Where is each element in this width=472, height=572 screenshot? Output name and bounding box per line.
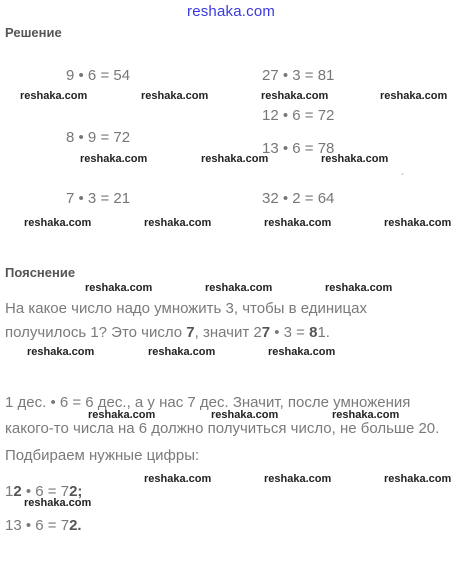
watermark: reshaka.com xyxy=(148,346,216,358)
stray-mark: · xyxy=(400,165,405,182)
watermark: reshaka.com xyxy=(264,473,332,485)
site-logo[interactable]: reshaka.com xyxy=(187,3,276,20)
watermark: reshaka.com xyxy=(321,153,389,165)
watermark: reshaka.com xyxy=(201,153,269,165)
watermark: reshaka.com xyxy=(380,90,448,102)
watermark: reshaka.com xyxy=(24,497,92,509)
watermark: reshaka.com xyxy=(384,217,452,229)
watermark: reshaka.com xyxy=(85,282,153,294)
explanation-heading: Пояснение xyxy=(5,265,76,280)
watermark: reshaka.com xyxy=(144,473,212,485)
explanation-line-2: получилось 1? Это число 7, значит 27 • 3 = 81. xyxy=(5,324,330,341)
explanation-line-5: Подбираем нужные цифры: xyxy=(5,447,200,464)
equation-12x6: 12 • 6 = 72 xyxy=(262,107,335,124)
explanation-line-1: На какое число надо умножить 3, чтобы в единицах xyxy=(5,300,367,317)
equation-9x6: 9 • 6 = 54 xyxy=(66,67,131,84)
equation-27x3: 27 • 3 = 81 xyxy=(262,67,335,84)
equation-7x3: 7 • 3 = 21 xyxy=(66,190,131,207)
watermark: reshaka.com xyxy=(144,217,212,229)
watermark: reshaka.com xyxy=(141,90,209,102)
watermark: reshaka.com xyxy=(332,409,400,421)
watermark: reshaka.com xyxy=(80,153,148,165)
watermark: reshaka.com xyxy=(211,409,279,421)
equation-13x6: 13 • 6 = 78 xyxy=(262,140,335,157)
watermark: reshaka.com xyxy=(24,217,92,229)
solution-heading: Решение xyxy=(5,25,62,40)
answer-line-1: 12 • 6 = 72; xyxy=(5,483,83,500)
answer-line-2: 13 • 6 = 72. xyxy=(5,517,82,534)
explanation-line-3: 1 дес. • 6 = 6 дес., а у нас 7 дес. Значит, после умножения xyxy=(5,394,411,411)
watermark: reshaka.com xyxy=(20,90,88,102)
watermark: reshaka.com xyxy=(264,217,332,229)
explanation-line-4: какого-то числа на 6 должно получиться число, не больше 20. xyxy=(5,420,440,437)
watermark: reshaka.com xyxy=(205,282,273,294)
watermark: reshaka.com xyxy=(325,282,393,294)
watermark: reshaka.com xyxy=(384,473,452,485)
watermark: reshaka.com xyxy=(88,409,156,421)
equation-8x9: 8 • 9 = 72 xyxy=(66,129,131,146)
watermark: reshaka.com xyxy=(268,346,336,358)
equation-32x2: 32 • 2 = 64 xyxy=(262,190,335,207)
watermark: reshaka.com xyxy=(261,90,329,102)
watermark: reshaka.com xyxy=(27,346,95,358)
